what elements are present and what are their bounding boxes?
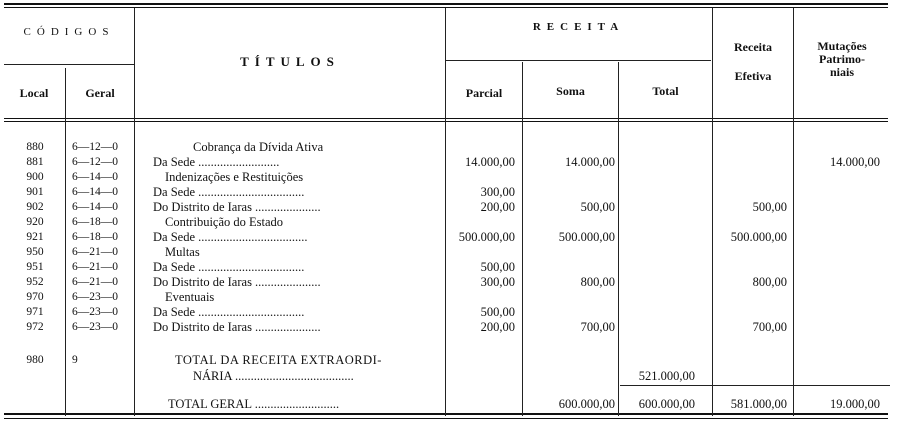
total-geral-soma: 600.000,00	[558, 397, 615, 411]
header-parcial: Parcial	[465, 86, 503, 100]
cell-geral: 6—14—0	[72, 171, 118, 183]
total-geral-row	[0, 397, 900, 412]
table-row	[0, 245, 900, 260]
cell-geral: 6—14—0	[72, 201, 118, 213]
total-extra-row-2	[0, 369, 900, 384]
cell-geral: 6—18—0	[72, 231, 118, 243]
cell-geral: 6—18—0	[72, 216, 118, 228]
cell-title: Do Distrito de Iaras .....................	[153, 200, 321, 214]
table-row	[0, 320, 900, 335]
cell-local: 972	[26, 321, 44, 333]
header-mutacoes-1: Mutações	[817, 39, 867, 53]
cell-local: 880	[26, 141, 44, 153]
table-row	[0, 170, 900, 185]
cell-local: 881	[26, 156, 44, 168]
cell-local: 951	[26, 261, 44, 273]
cell-local: 980	[26, 354, 44, 366]
table-row	[0, 230, 900, 245]
total-geral-total: 600.000,00	[638, 397, 695, 411]
cell-soma: 700,00	[580, 320, 615, 334]
cell-title: Da Sede ..................................	[153, 260, 305, 274]
cell-soma: 800,00	[580, 275, 615, 289]
cell-geral: 6—14—0	[72, 186, 118, 198]
cell-title: Da Sede ...................................	[153, 230, 308, 244]
cell-parcial: 500,00	[480, 260, 515, 274]
header-bottom-rule-thin	[4, 121, 888, 122]
cell-local: 920	[26, 216, 44, 228]
cell-efetiva: 800,00	[752, 275, 787, 289]
cell-efetiva: 500.000,00	[730, 230, 787, 244]
header-titulos: TÍTULOS	[240, 54, 340, 69]
cell-title: Multas	[165, 245, 200, 259]
total-geral-mutacoes: 19.000,00	[830, 397, 880, 411]
total-extra-row	[0, 353, 900, 368]
table-row	[0, 260, 900, 275]
header-total: Total	[652, 84, 679, 98]
cell-title: Do Distrito de Iaras .....................	[153, 275, 321, 289]
header-receita: RECEITA	[532, 21, 625, 33]
table-row	[0, 215, 900, 230]
bottom-rule	[4, 413, 888, 415]
cell-title: Cobrança da Dívida Ativa	[193, 140, 324, 154]
header-geral: Geral	[85, 86, 115, 100]
cell-geral: 6—12—0	[72, 156, 118, 168]
cell-geral: 6—23—0	[72, 306, 118, 318]
cell-soma: 14.000,00	[565, 155, 615, 169]
header-mutacoes-2: Patrimo-	[819, 52, 865, 66]
total-extra-rule	[620, 385, 890, 386]
cell-geral: 6—23—0	[72, 291, 118, 303]
top-rule-thin	[4, 7, 888, 8]
total-extra-title-1: TOTAL DA RECEITA EXTRAORDI-	[175, 353, 382, 367]
cell-local: 971	[26, 306, 44, 318]
total-geral-title: TOTAL GERAL ...........................	[168, 397, 340, 411]
cell-parcial: 200,00	[480, 200, 515, 214]
cell-geral: 6—12—0	[72, 141, 118, 153]
header-receita-efetiva-1: Receita	[734, 40, 772, 54]
cell-geral: 6—23—0	[72, 321, 118, 333]
total-geral-efetiva: 581.000,00	[730, 397, 787, 411]
cell-geral: 6—21—0	[72, 276, 118, 288]
cell-geral: 9	[72, 354, 78, 366]
receita-underline	[446, 60, 711, 61]
cell-title: Da Sede ..................................	[153, 185, 305, 199]
cell-efetiva: 500,00	[752, 200, 787, 214]
cell-title: Indenizações e Restituições	[165, 170, 304, 184]
cell-local: 901	[26, 186, 44, 198]
cell-geral: 6—21—0	[72, 261, 118, 273]
header-receita-efetiva-2: Efetiva	[734, 69, 772, 83]
table-row	[0, 155, 900, 170]
cell-geral: 6—21—0	[72, 246, 118, 258]
table-row	[0, 305, 900, 320]
cell-parcial: 500.000,00	[458, 230, 515, 244]
header-codigos: CÓDIGOS	[23, 26, 115, 38]
table-row	[0, 200, 900, 215]
cell-title: Contribuição do Estado	[165, 215, 284, 229]
cell-local: 900	[26, 171, 44, 183]
cell-parcial: 500,00	[480, 305, 515, 319]
cell-title: Eventuais	[165, 290, 215, 304]
cell-local: 970	[26, 291, 44, 303]
cell-parcial: 300,00	[480, 275, 515, 289]
cell-local: 950	[26, 246, 44, 258]
header-soma: Soma	[556, 84, 585, 98]
header-mutacoes-3: niais	[829, 65, 854, 79]
table-row	[0, 140, 900, 155]
cell-title: Da Sede ..................................	[153, 305, 305, 319]
cell-soma: 500.000,00	[558, 230, 615, 244]
cell-efetiva: 700,00	[752, 320, 787, 334]
cell-parcial: 200,00	[480, 320, 515, 334]
cell-mutacoes: 14.000,00	[830, 155, 880, 169]
cell-local: 902	[26, 201, 44, 213]
cell-soma: 500,00	[580, 200, 615, 214]
bottom-rule-thin	[4, 418, 888, 419]
header-local: Local	[19, 86, 49, 100]
top-rule	[4, 3, 888, 5]
total-extra-value: 521.000,00	[638, 369, 695, 383]
table-row	[0, 290, 900, 305]
header-bottom-rule	[4, 118, 888, 119]
table-row	[0, 185, 900, 200]
table-row	[0, 275, 900, 290]
cell-parcial: 14.000,00	[465, 155, 515, 169]
codigos-underline	[4, 64, 134, 65]
cell-local: 952	[26, 276, 44, 288]
cell-parcial: 300,00	[480, 185, 515, 199]
total-extra-title-2: NÁRIA ......................................	[193, 369, 354, 383]
cell-title: Do Distrito de Iaras .....................	[153, 320, 321, 334]
cell-local: 921	[26, 231, 44, 243]
cell-title: Da Sede ..........................	[153, 155, 280, 169]
